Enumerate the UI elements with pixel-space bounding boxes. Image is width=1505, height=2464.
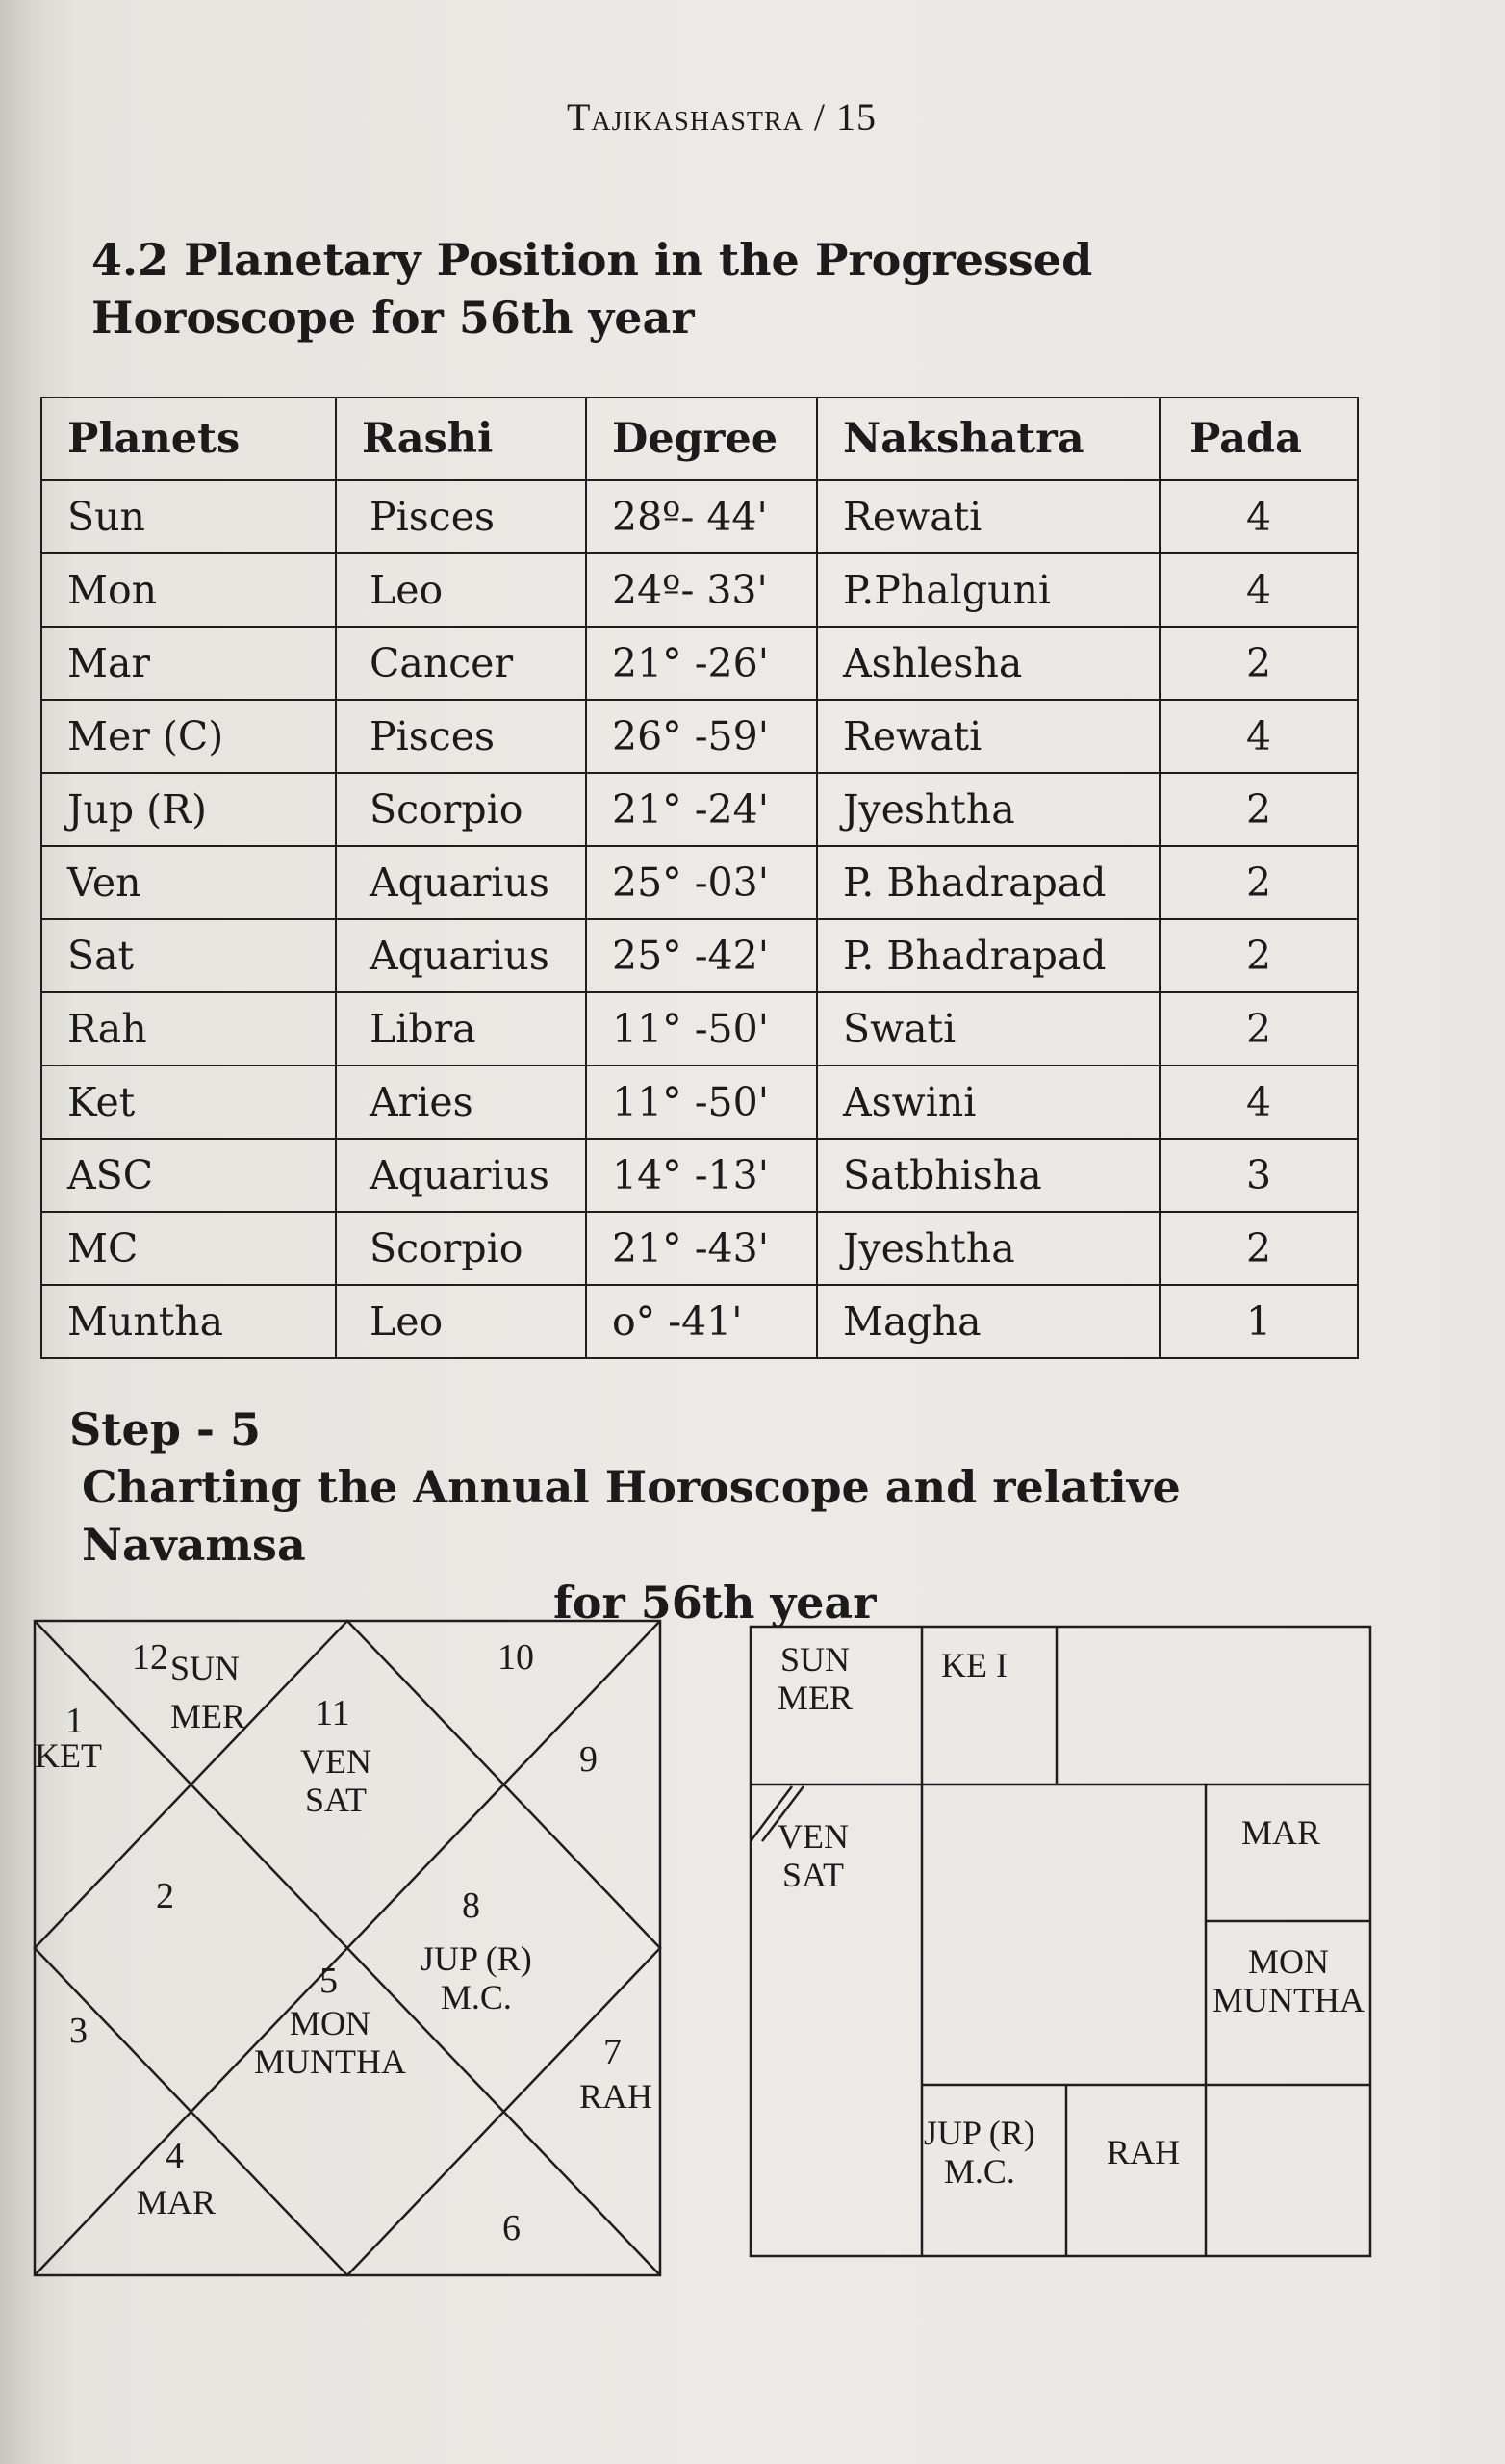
cell-planet: Rah (41, 992, 336, 1065)
table-row (41, 1212, 1358, 1285)
cell-rashi: Pisces (336, 700, 586, 773)
cell-planet: ASC (41, 1139, 336, 1212)
cell-planet: Sun (41, 480, 336, 553)
col-header-rashi: Rashi (336, 398, 586, 480)
house-5-planets: MON MUNTHA (254, 2004, 406, 2081)
col-header-planets: Planets (41, 398, 336, 480)
table-row (41, 773, 1358, 846)
cell-degree: 26° -59' (586, 700, 817, 773)
cell-degree: 14° -13' (586, 1139, 817, 1212)
table-row (41, 553, 1358, 627)
cell-pada: 4 (1160, 700, 1358, 773)
cell-pada: 2 (1160, 992, 1358, 1065)
house-number-12: 12 (132, 1637, 168, 1678)
house-number-6: 6 (502, 2208, 521, 2248)
house-number-7: 7 (603, 2032, 622, 2072)
cell-rashi: Leo (336, 553, 586, 627)
table-row (41, 480, 1358, 553)
cell-nakshatra: Jyeshtha (817, 1212, 1160, 1285)
table-row (41, 700, 1358, 773)
chart-heading-line1: Charting the Annual Horoscope and relative Navamsa (82, 1461, 1181, 1571)
cell-rashi: Scorpio (336, 1212, 586, 1285)
running-head-separator: / (813, 95, 827, 139)
cell-degree: 21° -43' (586, 1212, 817, 1285)
navamsa-cell-rah: RAH (1107, 2133, 1181, 2171)
table-row (41, 846, 1358, 919)
cell-planet: Mer (C) (41, 700, 336, 773)
cell-rashi: Cancer (336, 627, 586, 700)
cell-pada: 4 (1160, 480, 1358, 553)
house-number-4: 4 (166, 2136, 184, 2176)
cell-planet: Ket (41, 1065, 336, 1139)
cell-pada: 4 (1160, 1065, 1358, 1139)
cell-rashi: Aries (336, 1065, 586, 1139)
cell-planet: Jup (R) (41, 773, 336, 846)
running-head (0, 94, 1443, 140)
cell-rashi: Leo (336, 1285, 586, 1358)
table-row (41, 1139, 1358, 1212)
navamsa-cell-mar: MAR (1241, 1813, 1321, 1852)
running-head-title: Tajikashastra (566, 95, 804, 139)
cell-nakshatra: P. Bhadrapad (817, 846, 1160, 919)
cell-planet: Mon (41, 553, 336, 627)
table-row (41, 1065, 1358, 1139)
house-number-1: 1 (65, 1701, 84, 1741)
cell-pada: 1 (1160, 1285, 1358, 1358)
house-number-10: 10 (497, 1637, 534, 1678)
cell-pada: 4 (1160, 553, 1358, 627)
cell-degree: 21° -26' (586, 627, 817, 700)
cell-degree: 25° -42' (586, 919, 817, 992)
cell-planet: Mar (41, 627, 336, 700)
navamsa-cell-ven-sat: VEN SAT (778, 1817, 849, 1894)
cell-degree: 11° -50' (586, 992, 817, 1065)
cell-degree: 28º- 44' (586, 480, 817, 553)
cell-degree: 25° -03' (586, 846, 817, 919)
house-number-3: 3 (69, 2011, 88, 2051)
house-8-planets: JUP (R) M.C. (421, 1939, 532, 2016)
table-row (41, 919, 1358, 992)
cell-planet: Muntha (41, 1285, 336, 1358)
col-header-nakshatra: Nakshatra (817, 398, 1160, 480)
cell-rashi: Pisces (336, 480, 586, 553)
cell-degree: 21° -24' (586, 773, 817, 846)
cell-nakshatra: Ashlesha (817, 627, 1160, 700)
house-11-planets: VEN SAT (300, 1742, 371, 1819)
cell-nakshatra: Rewati (817, 700, 1160, 773)
table-header-row (41, 398, 1358, 480)
chart-heading (82, 1458, 1333, 1631)
navamsa-cell-jup-mc: JUP (R) M.C. (924, 2114, 1035, 2191)
cell-planet: Sat (41, 919, 336, 992)
cell-pada: 2 (1160, 919, 1358, 992)
house-12-planets: SUN MER (170, 1649, 246, 1735)
cell-degree: 11° -50' (586, 1065, 817, 1139)
cell-rashi: Libra (336, 992, 586, 1065)
house-number-8: 8 (462, 1886, 480, 1926)
cell-degree: o° -41' (586, 1285, 817, 1358)
cell-nakshatra: Jyeshtha (817, 773, 1160, 846)
cell-nakshatra: Swati (817, 992, 1160, 1065)
cell-nakshatra: Magha (817, 1285, 1160, 1358)
cell-nakshatra: Aswini (817, 1065, 1160, 1139)
navamsa-cell-sun-mer: SUN MER (778, 1640, 854, 1717)
house-4-planets: MAR (137, 2183, 217, 2221)
house-number-2: 2 (156, 1876, 174, 1916)
cell-pada: 2 (1160, 627, 1358, 700)
step-label: Step - 5 (69, 1403, 262, 1455)
cell-pada: 2 (1160, 1212, 1358, 1285)
annual-horoscope-chart (31, 1617, 666, 2281)
cell-rashi: Aquarius (336, 846, 586, 919)
cell-planet: Ven (41, 846, 336, 919)
house-number-11: 11 (315, 1693, 350, 1733)
cell-nakshatra: Rewati (817, 480, 1160, 553)
house-number-5: 5 (319, 1961, 338, 2001)
cell-rashi: Aquarius (336, 919, 586, 992)
table-row (41, 992, 1358, 1065)
chart-heading-line2: for 56th year (553, 1577, 877, 1629)
navamsa-cell-ket: KE I (941, 1646, 1008, 1684)
cell-nakshatra: Satbhisha (817, 1139, 1160, 1212)
cell-pada: 2 (1160, 846, 1358, 919)
cell-degree: 24º- 33' (586, 553, 817, 627)
house-1-planets: KET (35, 1736, 102, 1775)
planetary-position-table (40, 397, 1359, 1359)
col-header-pada: Pada (1160, 398, 1358, 480)
page-number: 15 (836, 95, 878, 139)
cell-pada: 2 (1160, 773, 1358, 846)
cell-nakshatra: P. Bhadrapad (817, 919, 1160, 992)
cell-rashi: Aquarius (336, 1139, 586, 1212)
cell-nakshatra: P.Phalguni (817, 553, 1160, 627)
section-heading: 4.2 Planetary Position in the Progressed Horoscope for 56th year (91, 234, 1093, 344)
table-row (41, 1285, 1358, 1358)
house-7-planets: RAH (579, 2077, 653, 2116)
cell-planet: MC (41, 1212, 336, 1285)
cell-pada: 3 (1160, 1139, 1358, 1212)
cell-rashi: Scorpio (336, 773, 586, 846)
navamsa-cell-mon-muntha: MON MUNTHA (1212, 1942, 1365, 2019)
col-header-degree: Degree (586, 398, 817, 480)
navamsa-chart (749, 1625, 1374, 2260)
table-row (41, 627, 1358, 700)
house-number-9: 9 (579, 1739, 598, 1780)
